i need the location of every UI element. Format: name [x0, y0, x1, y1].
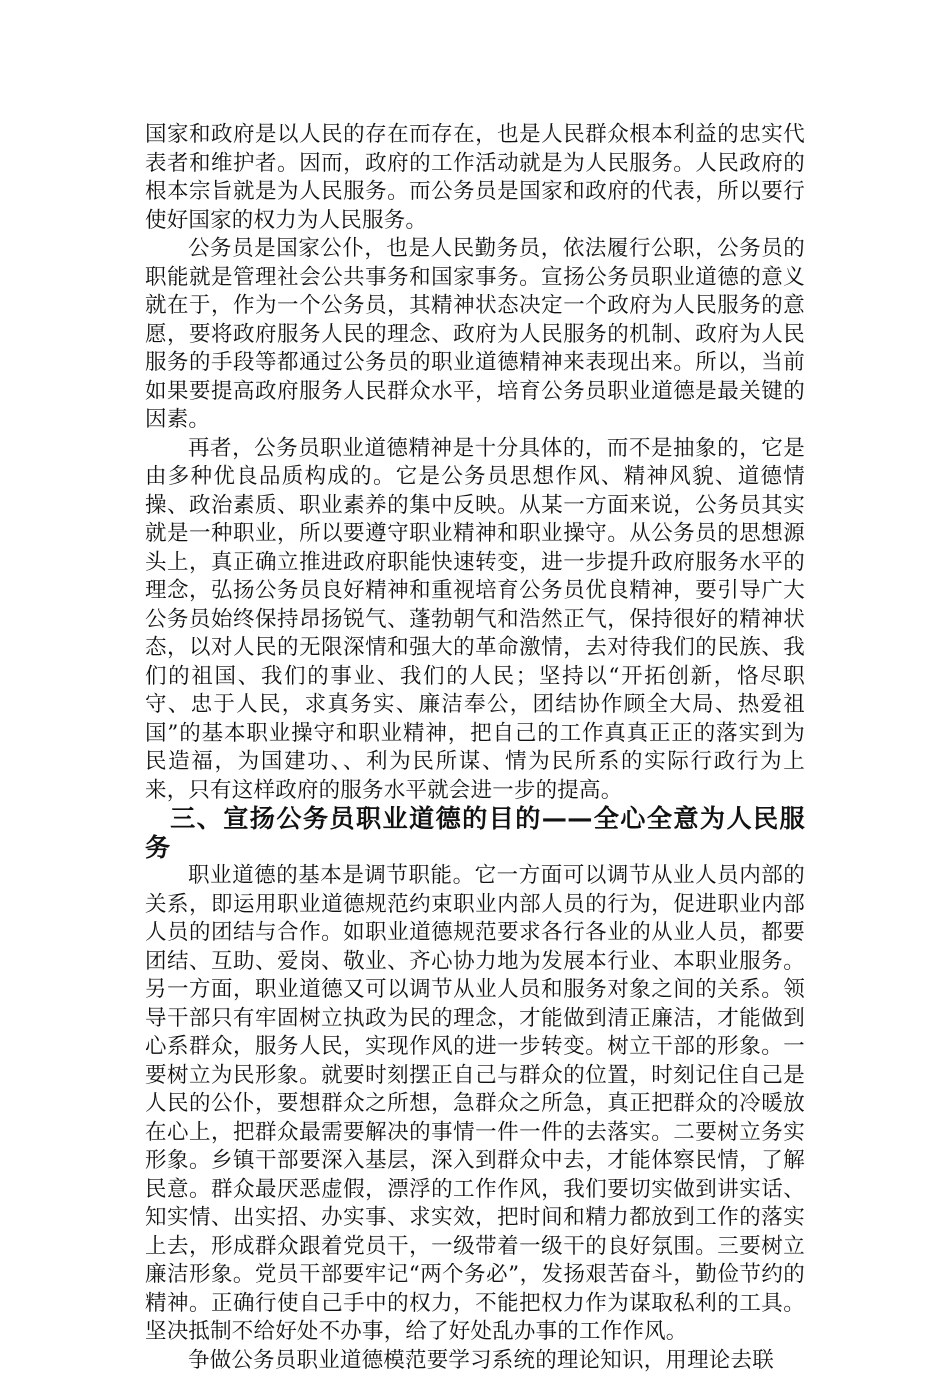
paragraph-3: 再者，公务员职业道德精神是十分具体的，而不是抽象的，它是由多种优良品质构成的。它是公务员思想作风、精神风貌、道德情操、政治素质、职业素养的集中反映。从某一方面来说，公务员其实就是一种职业，所以要遵守职业精神和职业操守。从公务员的思想源头上，真正确立推进政府职能快速转变，进一步提升政府服务水平的理念，弘扬公务员良好精神和重视培育公务员优良精神，要引导广大公务员始终保持昂扬锐气、蓬勃朝气和浩然正气，保持很好的精神状态，以对人民的无限深情和强大的革命激情，去对待我们的民族、我们的祖国、我们的事业、我们的人民；坚持以“开拓创新，恪尽职守、忠于人民，求真务实、廉洁奉公，团结协作顾全大局、热爱祖国”的基本职业操守和职业精神，把自己的工作真真正正的落实到为民造福，为国建功、、利为民所谋、情为民所系的实际行政行为上来，只有这样政府的服务水平就会进一步的提高。	[145, 435, 805, 806]
paragraph-4: 职业道德的基本是调节职能。它一方面可以调节从业人员内部的关系，即运用职业道德规范约束职业内部人员的行为，促进职业内部人员的团结与合作。如职业道德规范要求各行各业的从业人员，都要团结、互助、爱岗、敬业、齐心协力地为发展本行业、本职业服务。另一方面，职业道德又可以调节从业人员和服务对象之间的关系。领导干部只有牢固树立执政为民的理念，才能做到清正廉洁，才能做到心系群众，服务人民，实现作风的进一步转变。树立干部的形象。一要树立为民形象。就要时刻摆正自己与群众的位置，时刻记住自己是人民的公仆，要想群众之所想，急群众之所急，真正把群众的冷暖放在心上，把群众最需要解决的事情一件一件的去落实。二要树立务实形象。乡镇干部要深入基层，深入到群众中去，才能体察民情，了解民意。群众最厌恶虚假，漂浮的工作作风，我们要切实做到讲实话、知实情、出实招、办实事、求实效，把时间和精力都放到工作的落实上去，形成群众跟着党员干，一级带着一级干的良好氛围。三要树立廉洁形象。党员干部要牢记“两个务必”，发扬艰苦奋斗，勤俭节约的精神。正确行使自己手中的权力，不能把权力作为谋取私利的工具。坚决抵制不给好处不办事，给了好处乱办事的工作作风。	[145, 862, 805, 1347]
paragraph-1: 国家和政府是以人民的存在而存在，也是人民群众根本利益的忠实代表者和维护者。因而，政府的工作活动就是为人民服务。人民政府的根本宗旨就是为人民服务。而公务员是国家和政府的代表，所以要行使好国家的权力为人民服务。	[145, 121, 805, 235]
paragraph-5: 争做公务员职业道德模范要学习系统的理论知识，用理论去联	[145, 1347, 805, 1375]
paragraph-2: 公务员是国家公仆，也是人民勤务员，依法履行公职，公务员的职能就是管理社会公共事务和国家事务。宣扬公务员职业道德的意义就在于，作为一个公务员，其精神状态决定一个政府为人民服务的意愿，要将政府服务人民的理念、政府为人民服务的机制、政府为人民服务的手段等都通过公务员的职业道德精神来表现出来。所以，当前如果要提高政府服务人民群众水平，培育公务员职业道德是最关键的因素。	[145, 235, 805, 435]
section-heading: 三、宣扬公务员职业道德的目的——全心全意为人民服务	[145, 805, 805, 862]
document-page	[145, 121, 805, 1375]
